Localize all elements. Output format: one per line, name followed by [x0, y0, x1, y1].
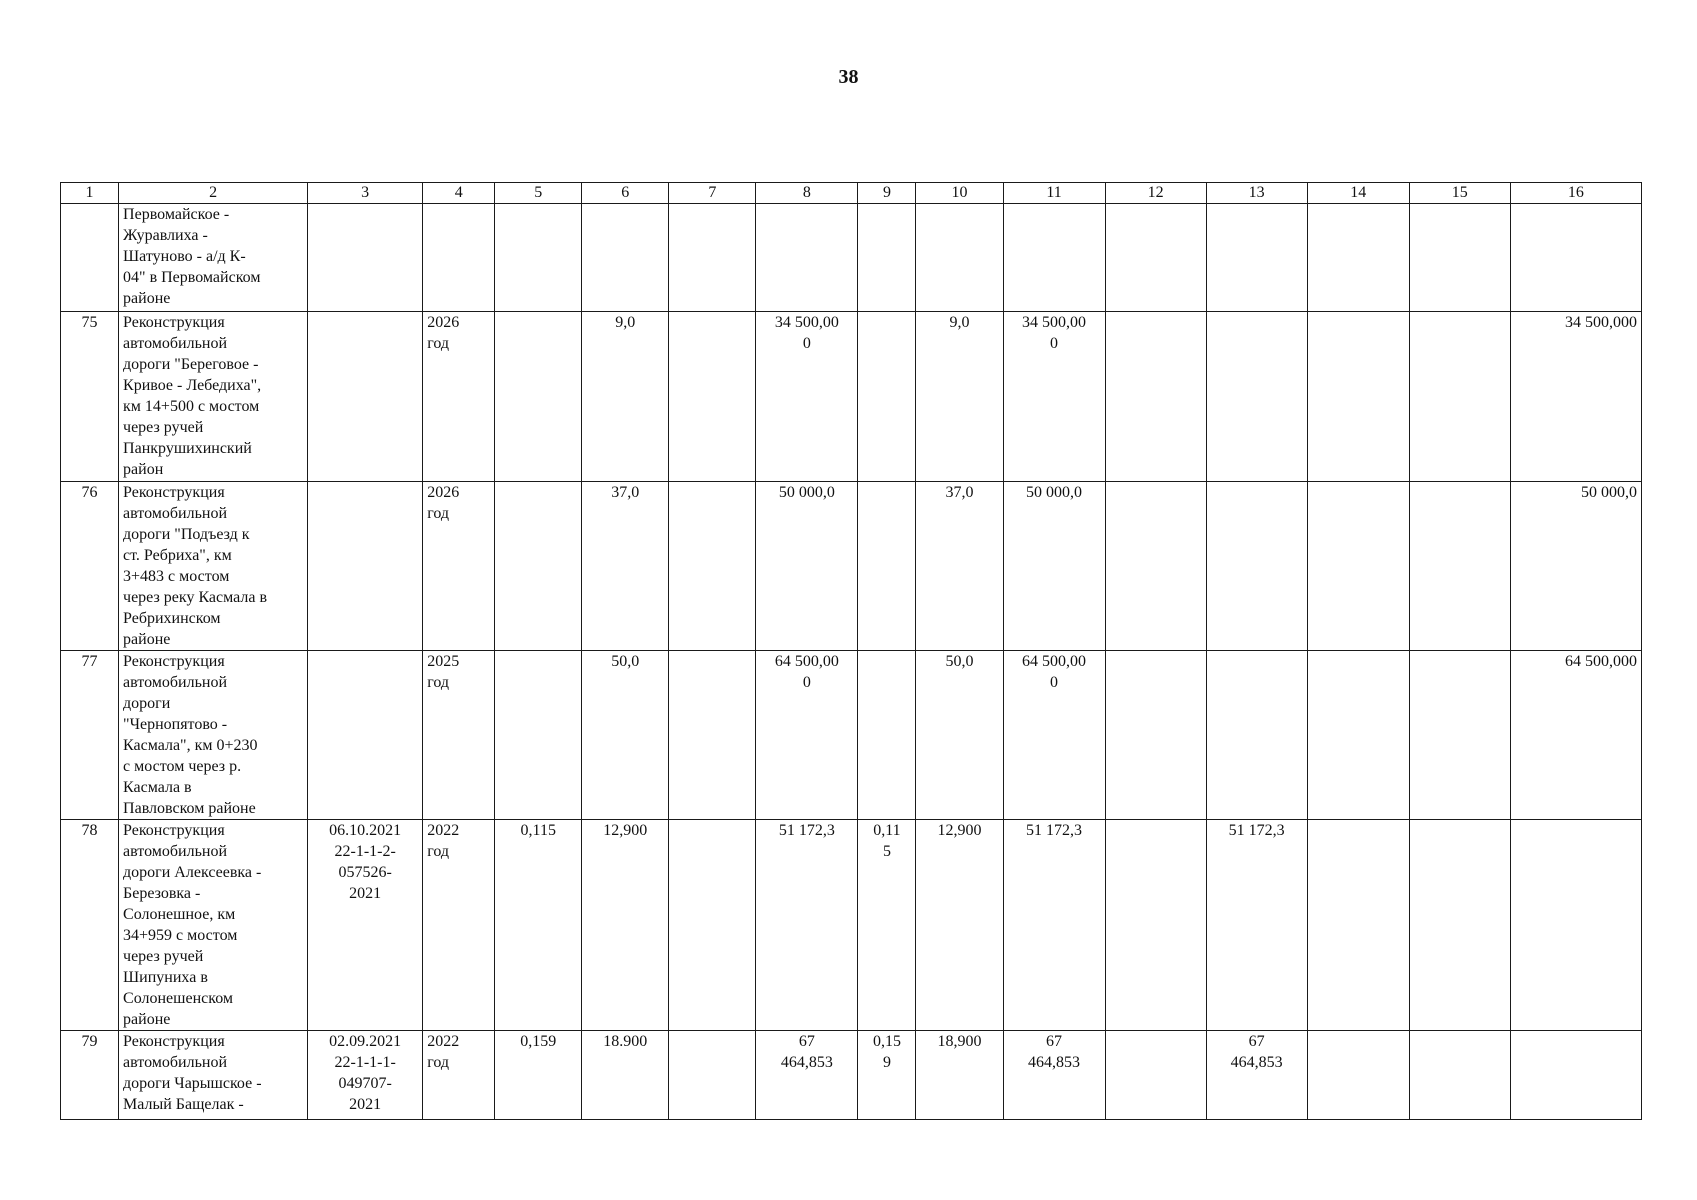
cell-col-16: [1510, 1031, 1641, 1120]
cell-col-12: [1105, 820, 1206, 1031]
cell-col-15: [1409, 1031, 1510, 1120]
col-header: 12: [1105, 183, 1206, 204]
cell-col-9: [858, 204, 916, 312]
cell-col-3: 02.09.2021 22-1-1-1- 049707- 2021: [308, 1031, 423, 1120]
cell-col-8: 50 000,0: [756, 482, 858, 651]
cell-col-14: [1307, 204, 1409, 312]
cell-col-11: [1003, 204, 1105, 312]
cell-col-4: 2026 год: [423, 482, 495, 651]
cell-col-14: [1307, 651, 1409, 820]
table-row: [61, 482, 1642, 651]
col-header: 11: [1003, 183, 1105, 204]
col-header: 15: [1409, 183, 1510, 204]
cell-col-2: Реконструкция автомобильной дороги Алексеевка - Березовка - Солонешное, км 34+959 с мостом через ручей Шипуниха в Солонешенском районе: [119, 820, 308, 1031]
cell-col-4: 2022 год: [423, 1031, 495, 1120]
cell-col-1: [61, 204, 119, 312]
cell-col-6: 50,0: [582, 651, 669, 820]
cell-col-13: [1206, 651, 1307, 820]
cell-col-15: [1409, 312, 1510, 482]
cell-col-4: 2022 год: [423, 820, 495, 1031]
cell-col-4: 2026 год: [423, 312, 495, 482]
table-row: [61, 651, 1642, 820]
col-header: 16: [1510, 183, 1641, 204]
cell-col-15: [1409, 820, 1510, 1031]
cell-col-9: [858, 651, 916, 820]
cell-col-10: 37,0: [916, 482, 1003, 651]
cell-col-12: [1105, 1031, 1206, 1120]
col-header: 5: [495, 183, 582, 204]
col-header: 2: [119, 183, 308, 204]
cell-col-13: [1206, 204, 1307, 312]
table-row: [61, 204, 1642, 312]
cell-col-1: 75: [61, 312, 119, 482]
cell-col-8: 67 464,853: [756, 1031, 858, 1120]
col-header: 3: [308, 183, 423, 204]
cell-col-10: 50,0: [916, 651, 1003, 820]
cell-col-15: [1409, 651, 1510, 820]
cell-col-13: [1206, 482, 1307, 651]
cell-col-2: Первомайское - Журавлиха - Шатуново - а/д К- 04" в Первомайском районе: [119, 204, 308, 312]
cell-col-11: 50 000,0: [1003, 482, 1105, 651]
cell-col-12: [1105, 312, 1206, 482]
cell-col-12: [1105, 204, 1206, 312]
cell-col-10: 12,900: [916, 820, 1003, 1031]
cell-col-16: [1510, 820, 1641, 1031]
cell-col-14: [1307, 482, 1409, 651]
cell-col-6: 9,0: [582, 312, 669, 482]
cell-col-5: [495, 651, 582, 820]
col-header: 8: [756, 183, 858, 204]
cell-col-6: [582, 204, 669, 312]
data-table: [60, 182, 1642, 1120]
cell-col-14: [1307, 1031, 1409, 1120]
cell-col-6: 37,0: [582, 482, 669, 651]
cell-col-11: 51 172,3: [1003, 820, 1105, 1031]
cell-col-10: [916, 204, 1003, 312]
cell-col-1: 76: [61, 482, 119, 651]
cell-col-6: 12,900: [582, 820, 669, 1031]
table-row: [61, 820, 1642, 1031]
cell-col-15: [1409, 482, 1510, 651]
cell-col-14: [1307, 312, 1409, 482]
cell-col-5: 0,159: [495, 1031, 582, 1120]
cell-col-13: [1206, 312, 1307, 482]
cell-col-2: Реконструкция автомобильной дороги "Подъезд к ст. Ребриха", км 3+483 с мостом через реку Касмала в Ребрихинском районе: [119, 482, 308, 651]
cell-col-9: [858, 312, 916, 482]
cell-col-12: [1105, 651, 1206, 820]
cell-col-3: 06.10.2021 22-1-1-2- 057526- 2021: [308, 820, 423, 1031]
cell-col-3: [308, 312, 423, 482]
cell-col-9: 0,15 9: [858, 1031, 916, 1120]
cell-col-11: 34 500,00 0: [1003, 312, 1105, 482]
cell-col-8: [756, 204, 858, 312]
cell-col-8: 34 500,00 0: [756, 312, 858, 482]
cell-col-11: 64 500,00 0: [1003, 651, 1105, 820]
cell-col-5: [495, 204, 582, 312]
col-header: 6: [582, 183, 669, 204]
header-row: [61, 183, 1642, 204]
cell-col-3: [308, 651, 423, 820]
cell-col-3: [308, 482, 423, 651]
cell-col-8: 64 500,00 0: [756, 651, 858, 820]
cell-col-11: 67 464,853: [1003, 1031, 1105, 1120]
cell-col-2: Реконструкция автомобильной дороги "Чернопятово - Касмала", км 0+230 с мостом через р. Касмала в Павловском районе: [119, 651, 308, 820]
cell-col-10: 9,0: [916, 312, 1003, 482]
cell-col-1: 79: [61, 1031, 119, 1120]
cell-col-16: 64 500,000: [1510, 651, 1641, 820]
col-header: 14: [1307, 183, 1409, 204]
table-row: [61, 312, 1642, 482]
page-number: 38: [838, 66, 859, 88]
cell-col-9: 0,11 5: [858, 820, 916, 1031]
cell-col-10: 18,900: [916, 1031, 1003, 1120]
col-header: 1: [61, 183, 119, 204]
cell-col-4: 2025 год: [423, 651, 495, 820]
col-header: 7: [669, 183, 756, 204]
cell-col-3: [308, 204, 423, 312]
cell-col-7: [669, 312, 756, 482]
cell-col-6: 18.900: [582, 1031, 669, 1120]
cell-col-7: [669, 482, 756, 651]
cell-col-1: 78: [61, 820, 119, 1031]
cell-col-2: Реконструкция автомобильной дороги "Береговое - Кривое - Лебедиха", км 14+500 с мостом через ручей Панкрушихинский район: [119, 312, 308, 482]
cell-col-7: [669, 651, 756, 820]
cell-col-4: [423, 204, 495, 312]
cell-col-14: [1307, 820, 1409, 1031]
cell-col-7: [669, 1031, 756, 1120]
cell-col-5: [495, 482, 582, 651]
cell-col-16: 34 500,000: [1510, 312, 1641, 482]
cell-col-13: 67 464,853: [1206, 1031, 1307, 1120]
col-header: 10: [916, 183, 1003, 204]
cell-col-7: [669, 204, 756, 312]
col-header: 13: [1206, 183, 1307, 204]
cell-col-12: [1105, 482, 1206, 651]
cell-col-9: [858, 482, 916, 651]
cell-col-2: Реконструкция автомобильной дороги Чарышское - Малый Бащелак -: [119, 1031, 308, 1120]
cell-col-5: [495, 312, 582, 482]
cell-col-16: [1510, 204, 1641, 312]
cell-col-7: [669, 820, 756, 1031]
cell-col-5: 0,115: [495, 820, 582, 1031]
col-header: 4: [423, 183, 495, 204]
cell-col-15: [1409, 204, 1510, 312]
cell-col-16: 50 000,0: [1510, 482, 1641, 651]
col-header: 9: [858, 183, 916, 204]
cell-col-1: 77: [61, 651, 119, 820]
cell-col-13: 51 172,3: [1206, 820, 1307, 1031]
table-row: [61, 1031, 1642, 1120]
cell-col-8: 51 172,3: [756, 820, 858, 1031]
